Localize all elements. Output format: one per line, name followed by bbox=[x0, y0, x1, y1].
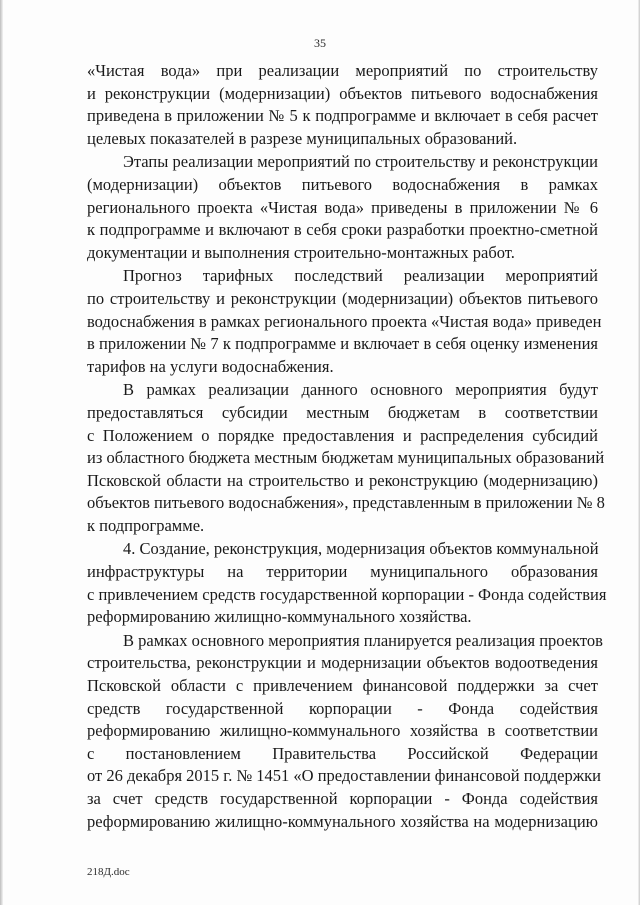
paragraph-1 bbox=[87, 60, 598, 150]
text-line: средств государственной корпорации - Фонда содействия bbox=[87, 698, 598, 718]
text-line: В рамках основного мероприятия планируется реализация проектов bbox=[123, 630, 603, 650]
text-line: в приложении № 7 к подпрограмме и включает в себя оценку изменения bbox=[87, 334, 598, 354]
text-line: (модернизации) объектов питьевого водоснабжения в рамках bbox=[87, 174, 598, 194]
text-line: реформированию жилищно-коммунального хозяйства на модернизацию bbox=[87, 811, 598, 831]
text-line: строительства, реконструкции и модернизации объектов водоотведения bbox=[87, 653, 598, 673]
text-line: из областного бюджета местным бюджетам муниципальных образований bbox=[87, 448, 605, 468]
document-body bbox=[87, 60, 607, 833]
text-line: Псковской области с привлечением финансовой поддержки за счет bbox=[87, 676, 598, 696]
paragraph-2 bbox=[87, 151, 598, 264]
text-line: целевых показателей в разрезе муниципальных образований. bbox=[87, 128, 518, 148]
text-line: реформированию жилищно-коммунального хозяйства. bbox=[87, 607, 472, 627]
text-line: приведена в приложении № 5 к подпрограмме и включает в себя расчет bbox=[87, 106, 598, 126]
footer-filename: 218Д.doc bbox=[87, 866, 130, 878]
paragraph-6 bbox=[87, 630, 603, 833]
text-line: по строительству и реконструкции (модернизации) объектов питьевого bbox=[87, 288, 598, 308]
text-line: водоснабжения в рамках регионального проекта «Чистая вода» приведен bbox=[87, 311, 602, 331]
text-line: к подпрограмме и включают в себя сроки разработки проектно-сметной bbox=[87, 220, 598, 240]
text-line: объектов питьевого водоснабжения», представленным в приложении № 8 bbox=[87, 493, 605, 513]
paragraph-3 bbox=[87, 265, 602, 378]
text-line: Прогноз тарифных последствий реализации мероприятий bbox=[123, 266, 598, 286]
scan-left-edge bbox=[0, 0, 3, 905]
text-line: предоставляться субсидии местным бюджетам в соответствии bbox=[87, 402, 598, 422]
text-line: к подпрограмме. bbox=[87, 515, 205, 535]
text-line: регионального проекта «Чистая вода» приведены в приложении № 6 bbox=[87, 197, 598, 217]
paragraph-4 bbox=[87, 379, 605, 537]
text-line: с постановлением Правительства Российской Федерации bbox=[87, 743, 598, 763]
text-line: 4. Создание, реконструкция, модернизация объектов коммунальной bbox=[123, 539, 599, 559]
text-line: с Положением о порядке предоставления и распределения субсидий bbox=[87, 425, 598, 445]
page-number: 35 bbox=[314, 36, 326, 50]
text-line: В рамках реализации данного основного мероприятия будут bbox=[123, 380, 598, 400]
paragraph-5 bbox=[87, 538, 607, 628]
text-line: Псковской области на строительство и реконструкцию (модернизацию) bbox=[87, 470, 598, 490]
text-line: за счет средств государственной корпорации - Фонда содействия bbox=[87, 789, 598, 808]
text-line: тарифов на услуги водоснабжения. bbox=[87, 356, 334, 376]
text-line: и реконструкции (модернизации) объектов питьевого водоснабжения bbox=[87, 83, 598, 103]
text-line: Этапы реализации мероприятий по строительству и реконструкции bbox=[123, 152, 598, 172]
text-line: реформированию жилищно-коммунального хозяйства в соответствии bbox=[87, 721, 598, 741]
text-line: инфраструктуры на территории муниципального образования bbox=[87, 562, 598, 582]
text-line: документации и выполнения строительно-монтажных работ. bbox=[87, 242, 515, 262]
text-line: с привлечением средств государственной корпорации - Фонда содействия bbox=[87, 584, 607, 604]
text-line: «Чистая вода» при реализации мероприятий по строительству bbox=[87, 61, 598, 80]
text-line: от 26 декабря 2015 г. № 1451 «О предоставлении финансовой поддержки bbox=[87, 766, 601, 786]
